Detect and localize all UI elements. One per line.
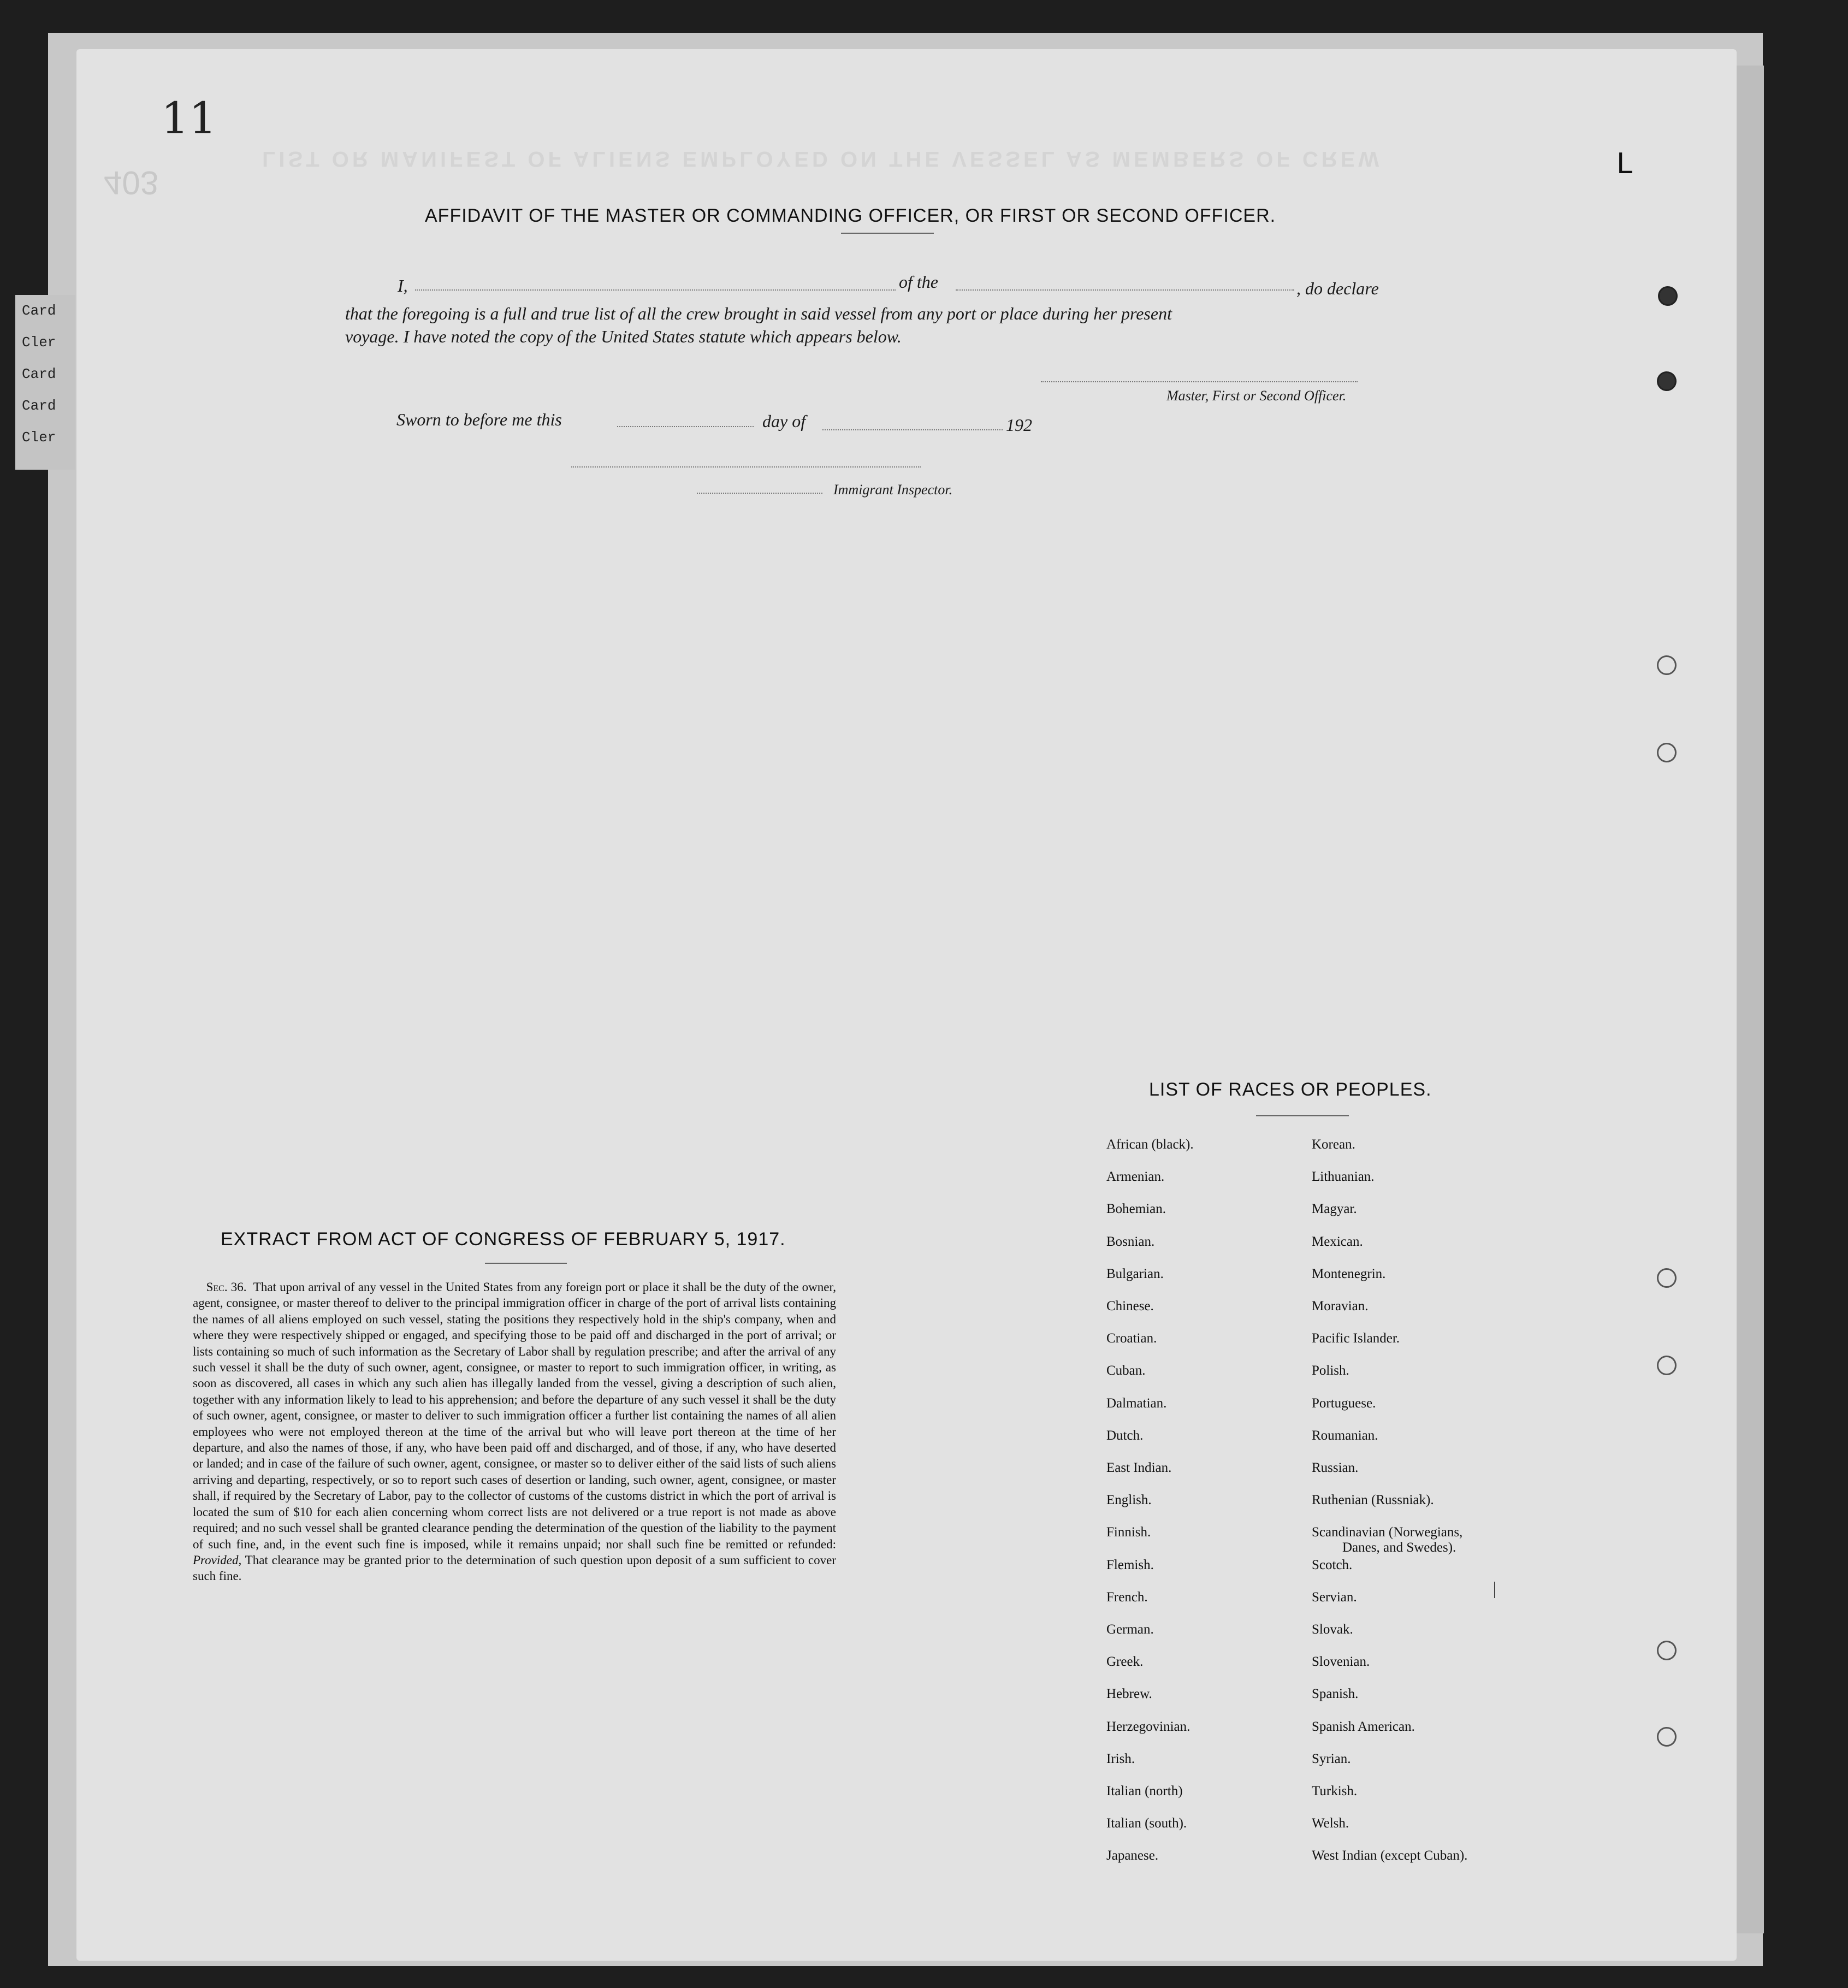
bleed-through-header: LIST OR MANIFEST OF ALIENS EMPLOYED ON THE VESSEL AS MEMBERS OF CREW [262, 147, 1383, 171]
extract-text-end: That clearance may be granted prior to the determination of such question upon deposit of a sum sufficient to cover such fine. [193, 1553, 836, 1583]
race-item: Portuguese. [1312, 1395, 1376, 1411]
extract-title: EXTRACT FROM ACT OF CONGRESS OF FEBRUARY 5, 1917. [221, 1229, 786, 1250]
race-item: Polish. [1312, 1363, 1349, 1378]
document-page [76, 49, 1737, 1961]
affidavit-title-rule [841, 233, 934, 234]
race-item: Syrian. [1312, 1751, 1351, 1766]
master-signature-label: Master, First or Second Officer. [1166, 388, 1347, 404]
race-item: Flemish. [1106, 1557, 1154, 1572]
race-item: Montenegrin. [1312, 1266, 1386, 1281]
race-item: Spanish American. [1312, 1719, 1415, 1734]
binder-hole [1657, 655, 1677, 675]
tab-label: Card [22, 303, 56, 319]
race-item: Dutch. [1106, 1428, 1144, 1443]
tab-label: Cler [22, 429, 56, 446]
race-item: Lithuanian. [1312, 1169, 1375, 1185]
sworn-day-label: day of [762, 411, 806, 431]
race-item: Russian. [1312, 1460, 1359, 1475]
race-item: Chinese. [1106, 1299, 1154, 1313]
race-item: Turkish. [1312, 1784, 1358, 1798]
sworn-day-fill-line [617, 426, 754, 427]
race-item: French. [1106, 1589, 1148, 1605]
race-item: Italian (south). [1106, 1816, 1187, 1831]
tab-label: Cler [22, 334, 56, 351]
name-fill-line [415, 289, 896, 291]
handwritten-mark: 11 [161, 93, 217, 144]
binder-hole [1657, 1727, 1677, 1747]
race-item: Greek. [1106, 1654, 1144, 1670]
race-item: Roumanian. [1312, 1428, 1378, 1443]
race-item: Welsh. [1312, 1816, 1349, 1831]
race-item: Scandinavian (Norwegians, [1312, 1525, 1463, 1540]
affidavit-title: AFFIDAVIT OF THE MASTER OR COMMANDING OFFICER, OR FIRST OR SECOND OFFICER. [425, 205, 1276, 226]
race-item: Magyar. [1312, 1202, 1357, 1217]
races-title-rule [1256, 1115, 1349, 1116]
race-item: West Indian (except Cuban). [1312, 1848, 1468, 1863]
master-signature-line [1041, 381, 1358, 382]
race-item: East Indian. [1106, 1460, 1172, 1475]
sworn-text: Sworn to before me this [396, 410, 562, 429]
affidavit-line1-end: , do declare [1296, 279, 1379, 298]
race-item: Hebrew. [1106, 1687, 1152, 1702]
tab-label: Card [22, 366, 56, 382]
race-item: Moravian. [1312, 1299, 1369, 1313]
race-item: Korean. [1312, 1137, 1355, 1152]
affidavit-line1-middle: of the [899, 272, 938, 292]
binder-hole [1657, 1641, 1677, 1660]
race-item: African (black). [1106, 1137, 1194, 1152]
sworn-year: 192 [1006, 415, 1032, 435]
affidavit-line3: voyage. I have noted the copy of the United States statute which appears below. [345, 327, 902, 346]
extract-text: That upon arrival of any vessel in the United States from any foreign port or place it shall be the duty of the owner, agent, consignee, or master thereof to deliver to the principal immigration officer in charge of the port of arrival lists containing the names of all aliens employed on such vessel, stating the positions they respectively hold in the ship's company, when and where they were respectively shipped or engaged, and specifying those to be paid off and discharged in the port of arrival; or lists containing so much of such information as the Secretary of Labor shall by regulation prescribe; and after the arrival of any such vessel it shall be the duty of such owner, agent, consignee, or master to report to such immigration officer, in writing, as soon as discovered, all cases in which any such alien has illegally landed from the vessel, giving a description of such alien, together with any information likely to lead to his apprehension; and before the departure of any such vessel it shall be the duty of such owner, agent, consignee, or master to deliver to such immigration officer a further list containing the names of all alien employees who were not employed thereon at the time of the arrival but who will leave port thereon at the time of her departure, and also the names of those, if any, who have been paid off and discharged, and of those, if any, who have deserted or landed; and in case of the failure of such owner, agent, consignee, or master so to deliver either of the said lists of such aliens arriving and departing, respectively, or so to report such cases of desertion or landing, such owner, agent, consignee, or master shall, if required by the Secretary of Labor, pay to the collector of customs of the customs district in which the port of arrival is located the sum of $10 for each alien concerning whom correct lists are not delivered or a true report is not made as above required; and no such vessel shall be granted clearance pending the determination of the question of the liability to the payment of such fine, and, in the event such fine is imposed, while it remains unpaid; nor shall such fine be remitted or refunded: [193, 1280, 836, 1551]
section-label: Sec. 36. [206, 1280, 247, 1294]
race-item: Spanish. [1312, 1687, 1359, 1702]
inspector-label: Immigrant Inspector. [833, 482, 953, 498]
race-item: Bosnian. [1106, 1234, 1155, 1249]
affidavit-line1-start: I, [398, 276, 408, 295]
race-item: German. [1106, 1622, 1154, 1637]
corner-mark: L [1616, 147, 1632, 180]
inspector-short-line [697, 493, 822, 494]
sworn-month-fill-line [822, 429, 1003, 430]
left-index-tab [15, 295, 75, 470]
race-item: Japanese. [1106, 1848, 1159, 1863]
race-item: Mexican. [1312, 1234, 1363, 1249]
race-item: Croatian. [1106, 1331, 1157, 1346]
race-item: Servian. [1312, 1589, 1357, 1605]
race-item: Cuban. [1106, 1363, 1146, 1378]
binder-hole [1657, 1268, 1677, 1288]
race-item: Irish. [1106, 1751, 1135, 1766]
vessel-fill-line [956, 289, 1294, 291]
binder-hole [1657, 1356, 1677, 1375]
tab-label: Card [22, 398, 56, 414]
binder-hole [1657, 371, 1677, 391]
provided-word: Provided, [193, 1553, 242, 1567]
affidavit-line2: that the foregoing is a full and true list of all the crew brought in said vessel from any port or place during her present [345, 304, 1172, 323]
race-item: Bulgarian. [1106, 1266, 1164, 1281]
race-item: Scotch. [1312, 1557, 1353, 1572]
race-item: Herzegovinian. [1106, 1719, 1190, 1734]
bleed-through-page-number: 403 [104, 164, 159, 201]
race-item: Armenian. [1106, 1169, 1165, 1185]
race-item: English. [1106, 1493, 1152, 1508]
extract-title-rule [485, 1263, 567, 1264]
races-title: LIST OF RACES OR PEOPLES. [1149, 1079, 1432, 1100]
race-item: Danes, and Swedes). [1342, 1540, 1456, 1555]
inspector-signature-line [571, 466, 921, 468]
race-item: Ruthenian (Russniak). [1312, 1493, 1434, 1508]
race-item: Finnish. [1106, 1525, 1151, 1540]
race-item: Pacific Islander. [1312, 1331, 1400, 1346]
race-item: Slovenian. [1312, 1654, 1370, 1670]
binder-hole [1657, 743, 1677, 762]
extract-body [193, 1279, 836, 1584]
binder-hole [1658, 286, 1678, 306]
race-item: Slovak. [1312, 1622, 1353, 1637]
race-item: Italian (north) [1106, 1784, 1183, 1798]
race-item: Dalmatian. [1106, 1395, 1167, 1411]
margin-mark [1494, 1582, 1495, 1598]
race-item: Bohemian. [1106, 1202, 1166, 1217]
